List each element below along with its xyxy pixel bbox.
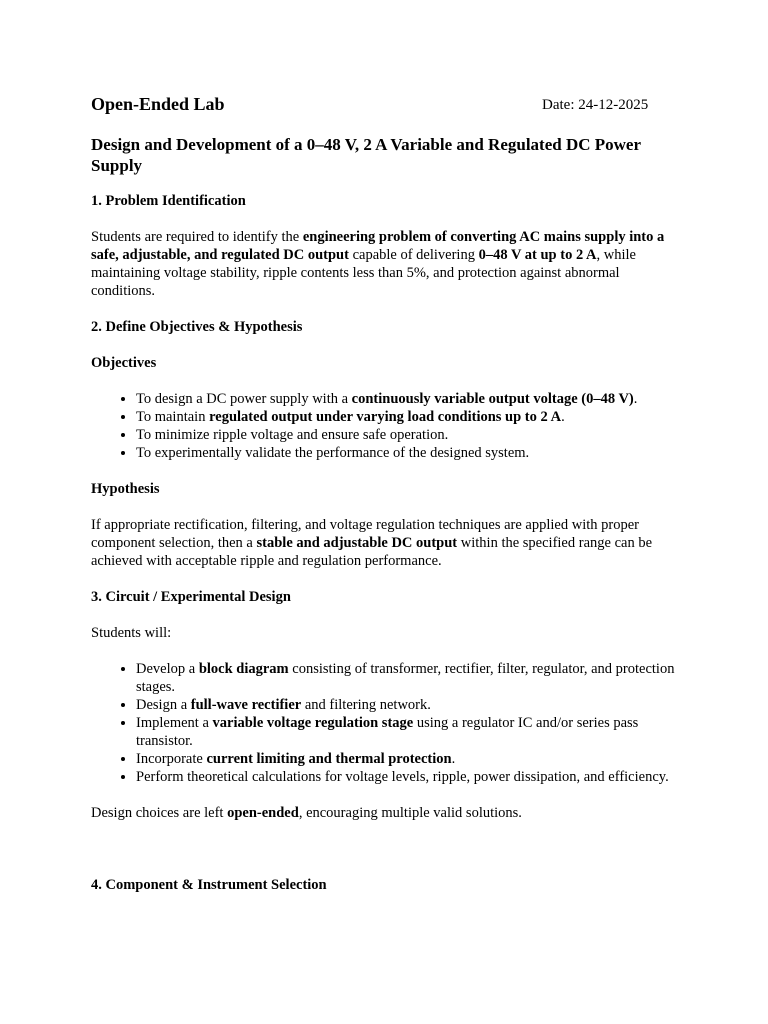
text-run: . [633,391,638,407]
list-item [136,444,681,462]
text-run: Develop a [136,661,199,677]
text-run: If appropriate rectification, filtering, and voltage regulation techniques are applied with proper component selection, then a [91,517,639,551]
bold-run: full-wave rectifier [190,697,302,713]
text-run: using a regulator IC and/or series pass transistor. [136,715,639,749]
text-run: To experimentally validate the performance of the designed system. [136,445,530,461]
list-item [136,750,681,768]
bold-run: open-ended [227,805,299,821]
text-run: Perform theoretical calculations for voltage levels, ripple, power dissipation, and efficiency. [136,769,669,785]
text-run: Implement a [136,715,213,731]
document-title: Design and Development of a 0–48 V, 2 A Variable and Regulated DC Power Supply [91,135,641,175]
problem-paragraph [91,228,681,300]
design-intro: Students will: [91,625,172,641]
text-run: . [451,751,456,767]
hypothesis-paragraph [91,516,681,570]
text-run: , encouraging multiple valid solutions. [298,805,522,821]
list-item [136,660,681,696]
bold-run: block diagram [198,661,289,677]
design-list [91,660,681,786]
design-closing [91,804,681,822]
text-run: Incorporate [136,751,207,767]
text-run: To design a DC power supply with a [136,391,352,407]
section-heading-problem: 1. Problem Identification [91,193,246,209]
lab-title: Open-Ended Lab [91,94,225,114]
list-item [136,408,681,426]
list-item [136,714,681,750]
bold-run: engineering problem of converting AC mains supply into a safe, adjustable, and regulated DC output [91,229,665,263]
text-run: and filtering network. [301,697,431,713]
text-run: . [561,409,565,425]
bold-run: continuously variable output voltage (0–48 V) [351,391,634,407]
section-heading-design: 3. Circuit / Experimental Design [91,589,291,605]
bold-run: current limiting and thermal protection [206,751,452,767]
subheading-hypothesis: Hypothesis [91,481,160,497]
list-item [136,426,681,444]
text-run: within the specified range can be achieved with acceptable ripple and regulation performance. [91,535,653,569]
objectives-list [91,390,681,462]
text-run: To minimize ripple voltage and ensure safe operation. [136,427,449,443]
list-item [136,768,681,786]
section-heading-objectives: 2. Define Objectives & Hypothesis [91,319,303,335]
document-body [91,192,681,912]
list-item [136,390,681,408]
bold-run: stable and adjustable DC output [256,535,458,551]
text-run: To maintain [136,409,210,425]
text-run: Design a [136,697,191,713]
bold-run: variable voltage regulation stage [212,715,414,731]
text-run: Students are required to identify the [91,229,303,245]
lab-date: Date: 24-12-2025 [542,97,649,113]
text-run: capable of delivering [348,247,479,263]
list-item [136,696,681,714]
text-run: Design choices are left [91,805,228,821]
bold-run: 0–48 V at up to 2 A [478,247,597,263]
text-run: consisting of transformer, rectifier, filter, regulator, and protection stages. [136,661,675,695]
spacer [91,840,681,876]
text-run: , while maintaining voltage stability, ripple contents less than 5%, and protection against abnormal conditions. [91,247,636,299]
header-row [91,93,681,117]
section-heading-components: 4. Component & Instrument Selection [91,877,327,893]
subheading-objectives: Objectives [91,355,157,371]
bold-run: regulated output under varying load conditions up to 2 A [209,409,562,425]
